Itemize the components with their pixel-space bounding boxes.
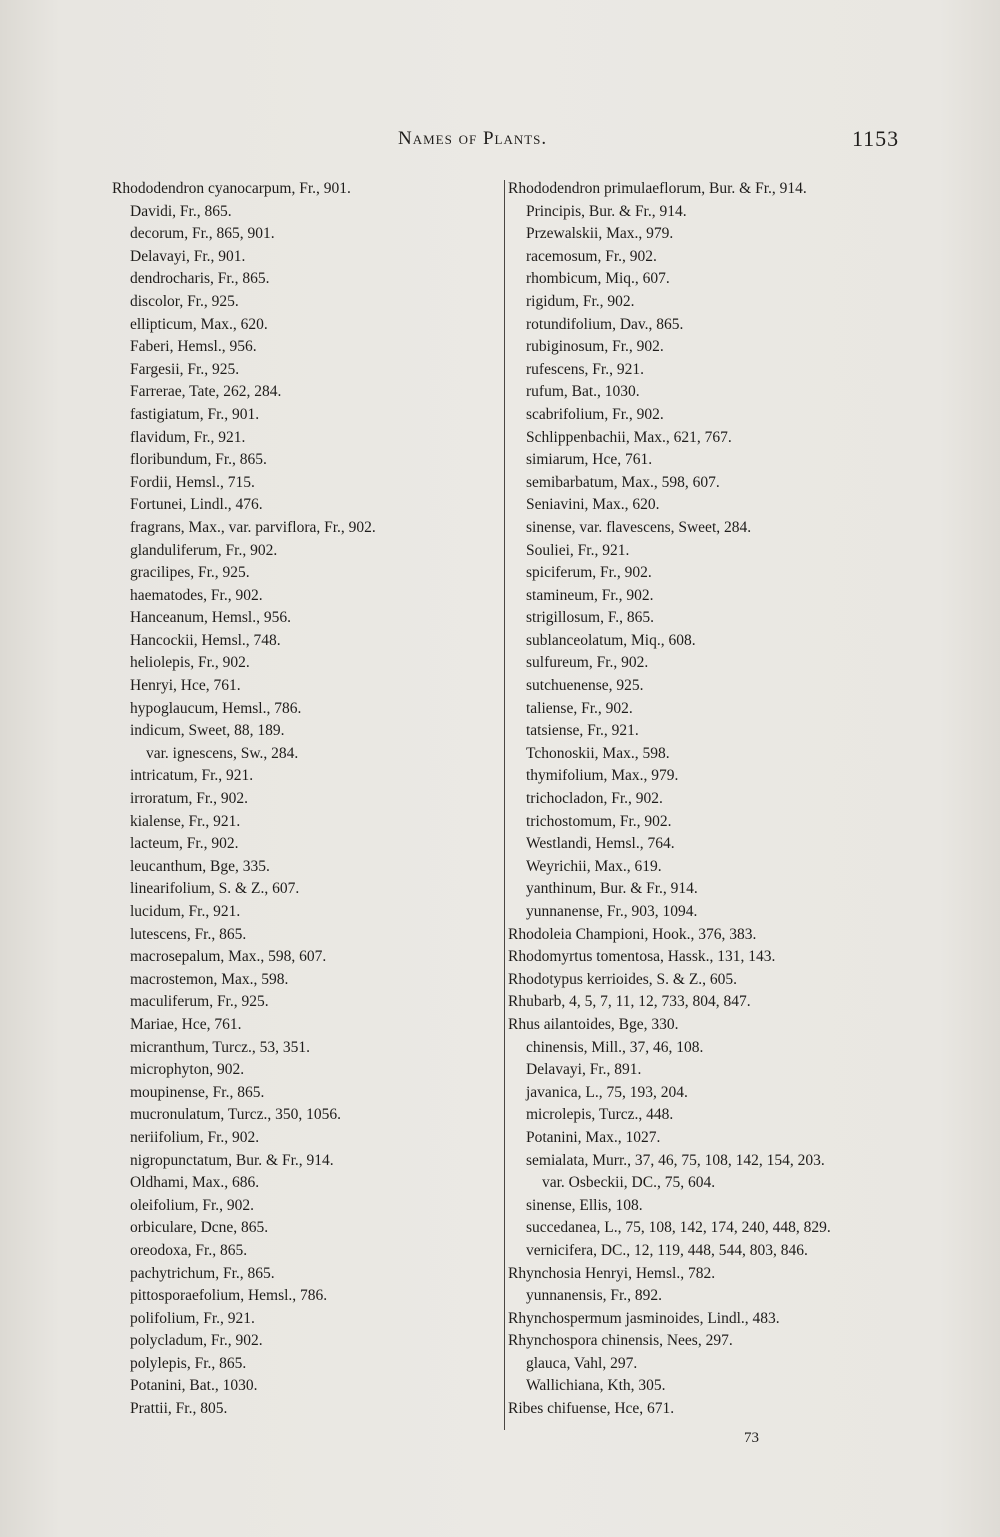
column-divider <box>504 180 505 1430</box>
index-entry: scabrifolium, Fr., 902. <box>526 405 664 423</box>
index-entry: rufum, Bat., 1030. <box>526 383 640 401</box>
index-entry: sutchuenense, 925. <box>526 677 644 695</box>
index-entry: rubiginosum, Fr., 902. <box>526 338 664 356</box>
index-entry: Davidi, Fr., 865. <box>130 202 232 220</box>
index-entry: sinense, Ellis, 108. <box>526 1196 643 1214</box>
index-entry: yanthinum, Bur. & Fr., 914. <box>526 880 698 898</box>
index-entry: Przewalskii, Max., 979. <box>526 225 674 243</box>
index-entry: Fordii, Hemsl., 715. <box>130 473 255 491</box>
index-entry: var. ignescens, Sw., 284. <box>146 744 299 762</box>
index-entry: indicum, Sweet, 88, 189. <box>130 722 285 740</box>
index-entry: pachytrichum, Fr., 865. <box>130 1264 275 1282</box>
index-entry: Fargesii, Fr., 925. <box>130 360 240 378</box>
index-column-left <box>112 178 502 1421</box>
index-entry: nigropunctatum, Bur. & Fr., 914. <box>130 1151 334 1169</box>
index-entry: lutescens, Fr., 865. <box>130 925 247 943</box>
index-entry: Faberi, Hemsl., 956. <box>130 338 257 356</box>
index-entry: dendrocharis, Fr., 865. <box>130 270 270 288</box>
index-entry: leucanthum, Bge, 335. <box>130 857 270 875</box>
index-entry: simiarum, Hce, 761. <box>526 451 653 469</box>
index-entry: Delavayi, Fr., 891. <box>526 1061 642 1079</box>
index-entry: Principis, Bur. & Fr., 914. <box>526 202 687 220</box>
index-entry: Rhododendron cyanocarpum, Fr., 901. <box>112 180 351 197</box>
index-entry: neriifolium, Fr., 902. <box>130 1128 260 1146</box>
index-entry: Rhynchospermum jasminoides, Lindl., 483. <box>508 1309 780 1327</box>
index-entry: Rhynchosia Henryi, Hemsl., 782. <box>508 1264 716 1282</box>
index-entry: yunnanensis, Fr., 892. <box>526 1287 663 1305</box>
index-entry: Rhododendron primulaeflorum, Bur. & Fr., 914. <box>508 180 807 197</box>
index-entry: fragrans, Max., var. parviflora, Fr., 902. <box>130 518 376 536</box>
index-entry: Rhynchospora chinensis, Nees, 297. <box>508 1332 733 1350</box>
index-entry: Hanceanum, Hemsl., 956. <box>130 609 291 627</box>
index-entry: Rhodomyrtus tomentosa, Hassk., 131, 143. <box>508 948 776 966</box>
index-entry: Farrerae, Tate, 262, 284. <box>130 383 282 401</box>
index-entry: linearifolium, S. & Z., 607. <box>130 880 300 898</box>
index-entry: sulfureum, Fr., 902. <box>526 654 649 672</box>
index-entry: microlepis, Turcz., 448. <box>526 1106 674 1124</box>
index-entry: decorum, Fr., 865, 901. <box>130 225 275 243</box>
index-entry: semialata, Murr., 37, 46, 75, 108, 142, 154, 203. <box>526 1151 825 1169</box>
index-entry: rufescens, Fr., 921. <box>526 360 644 378</box>
index-entry: Rhus ailantoides, Bge, 330. <box>508 1015 679 1033</box>
index-entry: oleifolium, Fr., 902. <box>130 1196 254 1214</box>
index-entry: yunnanense, Fr., 903, 1094. <box>526 903 698 920</box>
index-entry: Seniavini, Max., 620. <box>526 496 660 514</box>
index-entry: Weyrichii, Max., 619. <box>526 857 662 875</box>
index-entry: javanica, L., 75, 193, 204. <box>526 1083 688 1101</box>
index-entry: heliolepis, Fr., 902. <box>130 654 250 672</box>
index-entry: racemosum, Fr., 902. <box>526 247 657 265</box>
index-entry: orbiculare, Dcne, 865. <box>130 1219 269 1237</box>
index-entry: sublanceolatum, Miq., 608. <box>526 631 696 649</box>
index-entry: oreodoxa, Fr., 865. <box>130 1241 248 1259</box>
index-entry: taliense, Fr., 902. <box>526 699 633 717</box>
index-entry: semibarbatum, Max., 598, 607. <box>526 473 720 491</box>
index-entry: macrostemon, Max., 598. <box>130 970 289 988</box>
index-entry: polifolium, Fr., 921. <box>130 1309 255 1327</box>
index-entry: pittosporaefolium, Hemsl., 786. <box>130 1287 328 1305</box>
index-entry: Hancockii, Hemsl., 748. <box>130 631 281 649</box>
index-entry: glanduliferum, Fr., 902. <box>130 541 278 559</box>
index-entry: fastigiatum, Fr., 901. <box>130 405 260 423</box>
index-entry: maculiferum, Fr., 925. <box>130 993 269 1011</box>
index-entry: rigidum, Fr., 902. <box>526 292 635 310</box>
index-entry: hypoglaucum, Hemsl., 786. <box>130 699 302 717</box>
index-entry: intricatum, Fr., 921. <box>130 767 254 785</box>
index-entry: rotundifolium, Dav., 865. <box>526 315 684 333</box>
signature-mark: 73 <box>744 1430 759 1446</box>
index-entry: Henryi, Hce, 761. <box>130 677 241 695</box>
index-entry: vernicifera, DC., 12, 119, 448, 544, 803, 846. <box>526 1241 808 1259</box>
index-entry: Rhodotypus kerrioides, S. & Z., 605. <box>508 970 738 988</box>
index-entry: micranthum, Turcz., 53, 351. <box>130 1038 310 1056</box>
index-entry: Wallichiana, Kth, 305. <box>526 1377 666 1395</box>
index-entry: var. Osbeckii, DC., 75, 604. <box>542 1174 716 1192</box>
index-entry: floribundum, Fr., 865. <box>130 451 267 469</box>
index-entry: discolor, Fr., 925. <box>130 292 239 310</box>
page-number: 1153 <box>852 126 900 151</box>
index-entry: Rhodoleia Championi, Hook., 376, 383. <box>508 925 757 943</box>
index-entry: thymifolium, Max., 979. <box>526 767 679 785</box>
index-entry: trichostomum, Fr., 902. <box>526 812 672 830</box>
index-entry: Fortunei, Lindl., 476. <box>130 496 263 514</box>
index-entry: Prattii, Fr., 805. <box>130 1400 228 1418</box>
index-entry: macrosepalum, Max., 598, 607. <box>130 948 327 966</box>
index-entry: polylepis, Fr., 865. <box>130 1354 247 1372</box>
index-column-right <box>508 178 908 1421</box>
index-entry: stamineum, Fr., 902. <box>526 586 654 604</box>
index-entry: Tchonoskii, Max., 598. <box>526 744 670 762</box>
index-entry: Westlandi, Hemsl., 764. <box>526 835 675 853</box>
index-entry: Schlippenbachii, Max., 621, 767. <box>526 428 732 446</box>
index-entry: Ribes chifuense, Hce, 671. <box>508 1400 675 1418</box>
index-entry: flavidum, Fr., 921. <box>130 428 246 446</box>
index-entry: Oldhami, Max., 686. <box>130 1174 260 1192</box>
index-entry: chinensis, Mill., 37, 46, 108. <box>526 1038 704 1056</box>
index-entry: ellipticum, Max., 620. <box>130 315 268 333</box>
index-entry: glauca, Vahl, 297. <box>526 1354 638 1372</box>
index-entry: Souliei, Fr., 921. <box>526 541 630 559</box>
index-entry: irroratum, Fr., 902. <box>130 790 248 808</box>
index-entry: microphyton, 902. <box>130 1061 245 1079</box>
index-entry: tatsiense, Fr., 921. <box>526 722 639 740</box>
index-entry: Mariae, Hce, 761. <box>130 1015 242 1033</box>
index-entry: moupinense, Fr., 865. <box>130 1083 265 1101</box>
index-entry: polycladum, Fr., 902. <box>130 1332 263 1350</box>
index-entry: trichocladon, Fr., 902. <box>526 790 663 808</box>
index-entry: rhombicum, Miq., 607. <box>526 270 670 288</box>
index-entry: succedanea, L., 75, 108, 142, 174, 240, 448, 829. <box>526 1219 831 1237</box>
index-entry: Rhubarb, 4, 5, 7, 11, 12, 733, 804, 847. <box>508 993 751 1011</box>
index-entry: Delavayi, Fr., 901. <box>130 247 246 265</box>
index-entry: kialense, Fr., 921. <box>130 812 241 830</box>
index-entry: haematodes, Fr., 902. <box>130 586 263 604</box>
index-entry: spiciferum, Fr., 902. <box>526 564 652 582</box>
index-entry: lucidum, Fr., 921. <box>130 903 241 920</box>
index-entry: strigillosum, F., 865. <box>526 609 654 627</box>
index-entry: Potanini, Bat., 1030. <box>130 1377 258 1395</box>
index-entry: Potanini, Max., 1027. <box>526 1128 661 1146</box>
index-entry: mucronulatum, Turcz., 350, 1056. <box>130 1106 341 1124</box>
index-entry: gracilipes, Fr., 925. <box>130 564 250 582</box>
index-entry: lacteum, Fr., 902. <box>130 835 239 853</box>
running-title: Names of Plants. <box>398 128 548 149</box>
index-entry: sinense, var. flavescens, Sweet, 284. <box>526 518 752 536</box>
page-header <box>0 128 1000 162</box>
